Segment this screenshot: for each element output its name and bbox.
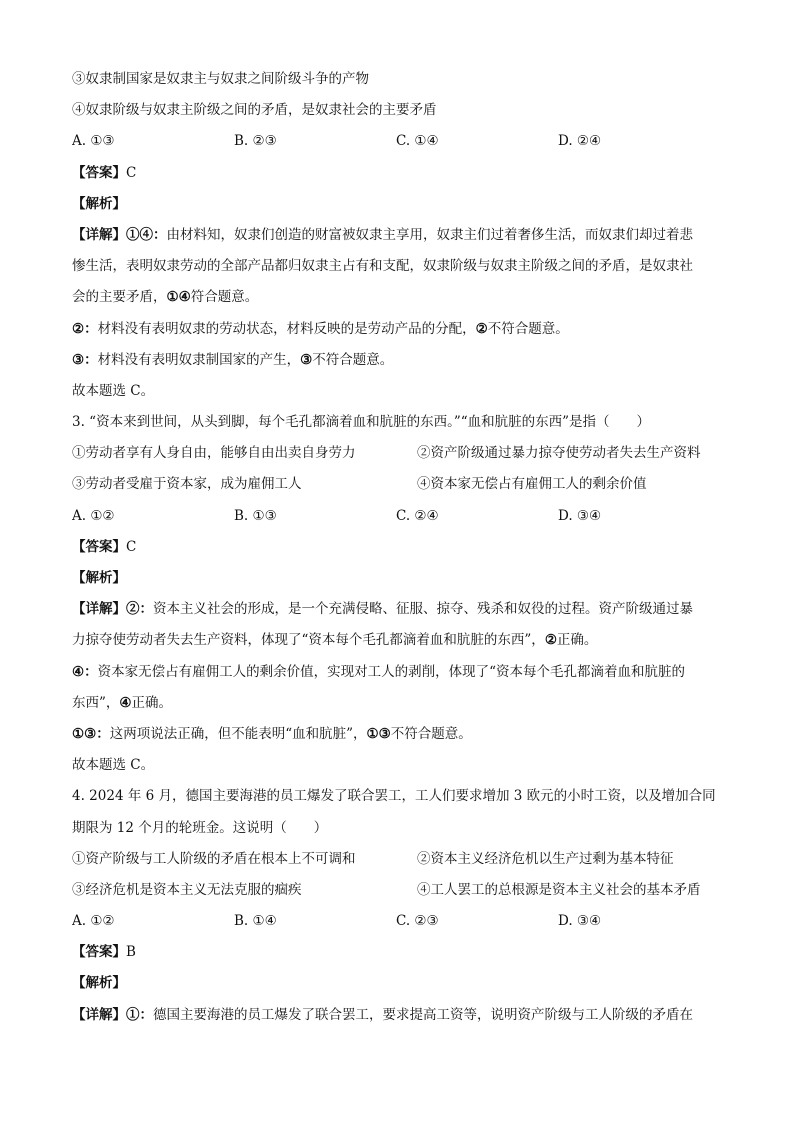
detail-head: ④： bbox=[72, 663, 98, 680]
answer-value: C bbox=[126, 164, 137, 181]
q4-statement-4: ④工人罢工的总根源是资本主义社会的基本矛盾 bbox=[417, 881, 701, 898]
detail-text: 会的主要矛盾， bbox=[72, 289, 167, 306]
q3-detail-line-1 bbox=[72, 594, 732, 625]
detail-text: 由材料知，奴隶们创造的财富被奴隶主享用，奴隶主们过着奢侈生活，而奴隶们却过着悲 bbox=[166, 226, 693, 243]
detail-tag: 【详解】 bbox=[72, 601, 126, 618]
q2-detail-line-1 bbox=[72, 220, 732, 251]
q2-detail-line-3 bbox=[72, 282, 732, 313]
q3-answer bbox=[72, 532, 732, 563]
q2-statement-4: ④奴隶阶级与奴隶主阶级之间的矛盾，是奴隶社会的主要矛盾 bbox=[72, 102, 437, 119]
answer-tag: 【答案】 bbox=[72, 944, 126, 961]
detail-mark: ② bbox=[475, 320, 488, 337]
detail-text: 力掠夺使劳动者失去生产资料，体现了“资本每个毛孔都滴着血和肮脏的东西”， bbox=[72, 632, 545, 649]
q4-option-d: D. ③④ bbox=[558, 913, 602, 930]
detail-text: 不符合题意。 bbox=[487, 320, 569, 337]
answer-value: B bbox=[126, 944, 136, 961]
q3-statements-row-2 bbox=[72, 469, 732, 500]
q3-option-c: C. ②④ bbox=[396, 507, 439, 524]
analysis-tag: 【解析】 bbox=[72, 975, 126, 992]
q3-options bbox=[72, 501, 732, 532]
detail-mark: ④ bbox=[119, 694, 132, 711]
q3-option-a: A. ①② bbox=[72, 507, 115, 524]
q2-option-c: C. ①④ bbox=[396, 133, 439, 150]
detail-mark: ③ bbox=[300, 351, 313, 368]
q4-question-line-1: 4. 2024 年 6 月，德国主要海港的员工爆发了联合罢工，工人们要求增加 3 欧元的小时工资，以及增加合同 bbox=[72, 788, 716, 805]
q3-statement-2: ②资产阶级通过暴力掠夺使劳动者失去生产资料 bbox=[417, 445, 701, 462]
detail-tag: 【详解】 bbox=[72, 226, 126, 243]
q4-options bbox=[72, 906, 732, 937]
detail-head: ①④： bbox=[126, 226, 167, 243]
q3-statement-4: ④资本家无偿占有雇佣工人的剩余价值 bbox=[417, 476, 647, 493]
document-content bbox=[72, 64, 732, 1031]
detail-text: 不符合题意。 bbox=[312, 351, 394, 368]
answer-tag: 【答案】 bbox=[72, 538, 126, 555]
q4-statement-2: ②资本主义经济危机以生产过剩为基本特征 bbox=[417, 850, 674, 867]
q2-detail-3 bbox=[72, 345, 732, 376]
answer-value: C bbox=[126, 538, 137, 555]
q4-answer bbox=[72, 937, 732, 968]
q2-option-d: D. ②④ bbox=[558, 133, 602, 150]
detail-text: 资本家无偿占有雇佣工人的剩余价值，实现对工人的剥削，体现了“资本每个毛孔都滴着血和肮脏的 bbox=[97, 663, 686, 680]
detail-text: 不符合题意。 bbox=[390, 725, 472, 742]
q4-option-a: A. ①② bbox=[72, 913, 115, 930]
q2-options bbox=[72, 126, 732, 157]
detail-text: 材料没有表明奴隶制国家的产生， bbox=[97, 351, 301, 368]
analysis-tag: 【解析】 bbox=[72, 570, 126, 586]
detail-text: 材料没有表明奴隶的劳动状态，材料反映的是劳动产品的分配， bbox=[97, 320, 476, 337]
analysis-tag: 【解析】 bbox=[72, 195, 126, 212]
detail-text: 资本主义社会的形成，是一个充满侵略、征服、掠夺、残杀和奴役的过程。资产阶级通过暴 bbox=[153, 601, 693, 618]
detail-head: ③： bbox=[72, 351, 98, 368]
q4-statements-row-2 bbox=[72, 875, 732, 906]
q3-statements-row-1 bbox=[72, 438, 732, 469]
q3-detail-line-2 bbox=[72, 625, 732, 656]
q3-statement-3: ③劳动者受雇于资本家，成为雇佣工人 bbox=[72, 476, 302, 493]
q4-statement-1: ①资产阶级与工人阶级的矛盾在根本上不可调和 bbox=[72, 850, 356, 867]
q4-option-c: C. ②③ bbox=[396, 913, 439, 930]
q4-statements-row-1 bbox=[72, 844, 732, 875]
detail-mark: ①③ bbox=[366, 725, 391, 742]
q3-detail-3 bbox=[72, 719, 732, 750]
q2-detail-2 bbox=[72, 314, 732, 345]
detail-head: ①③： bbox=[72, 725, 110, 742]
detail-text: 德国主要海港的员工爆发了联合罢工，要求提高工资等，说明资产阶级与工人阶级的矛盾在 bbox=[153, 1006, 693, 1023]
detail-text: 东西”， bbox=[72, 694, 120, 711]
q2-conclusion: 故本题选 C。 bbox=[72, 382, 155, 399]
q4-analysis bbox=[72, 968, 732, 999]
q3-detail-2-line-1 bbox=[72, 657, 732, 688]
q3-option-b: B. ①③ bbox=[234, 507, 277, 524]
q3-option-d: D. ③④ bbox=[558, 507, 602, 524]
detail-tag: 【详解】 bbox=[72, 1006, 126, 1023]
q2-option-a: A. ①③ bbox=[72, 133, 115, 150]
detail-text: 这两项说法正确，但不能表明“血和肮脏”， bbox=[109, 725, 367, 742]
detail-text: 符合题意。 bbox=[190, 289, 259, 306]
q4-detail-line-1 bbox=[72, 1000, 732, 1031]
q4-option-b: B. ①④ bbox=[234, 913, 277, 930]
detail-head: ①： bbox=[126, 1006, 153, 1023]
detail-head: ②： bbox=[72, 320, 98, 337]
q3-detail-2-line-2 bbox=[72, 688, 732, 719]
q2-detail-line-2: 惨生活，表明奴隶劳动的全部产品都归奴隶主占有和支配，奴隶阶级与奴隶主阶级之间的矛盾，是奴隶社 bbox=[72, 258, 693, 275]
q3-analysis bbox=[72, 563, 732, 594]
detail-text: 正确。 bbox=[131, 694, 173, 711]
q2-analysis bbox=[72, 189, 732, 220]
detail-head: ②： bbox=[126, 601, 153, 618]
q3-statement-1: ①劳动者享有人身自由，能够自由出卖自身劳力 bbox=[72, 445, 356, 462]
detail-mark: ② bbox=[544, 632, 557, 649]
answer-tag: 【答案】 bbox=[72, 164, 126, 181]
q2-answer bbox=[72, 158, 732, 189]
q2-option-b: B. ②③ bbox=[234, 133, 277, 150]
q3-question: 3. “资本来到世间，从头到脚，每个毛孔都滴着血和肮脏的东西。”“血和肮脏的东西”是指（ ） bbox=[72, 414, 651, 431]
q4-statement-3: ③经济危机是资本主义无法克服的痼疾 bbox=[72, 881, 302, 898]
q2-statement-3: ③奴隶制国家是奴隶主与奴隶之间阶级斗争的产物 bbox=[72, 71, 369, 87]
detail-text: 正确。 bbox=[556, 632, 598, 649]
q4-question-line-2: 期限为 12 个月的轮班金。这说明（ ） bbox=[72, 819, 328, 836]
detail-mark: ①④ bbox=[166, 289, 191, 306]
q3-conclusion: 故本题选 C。 bbox=[72, 757, 155, 774]
